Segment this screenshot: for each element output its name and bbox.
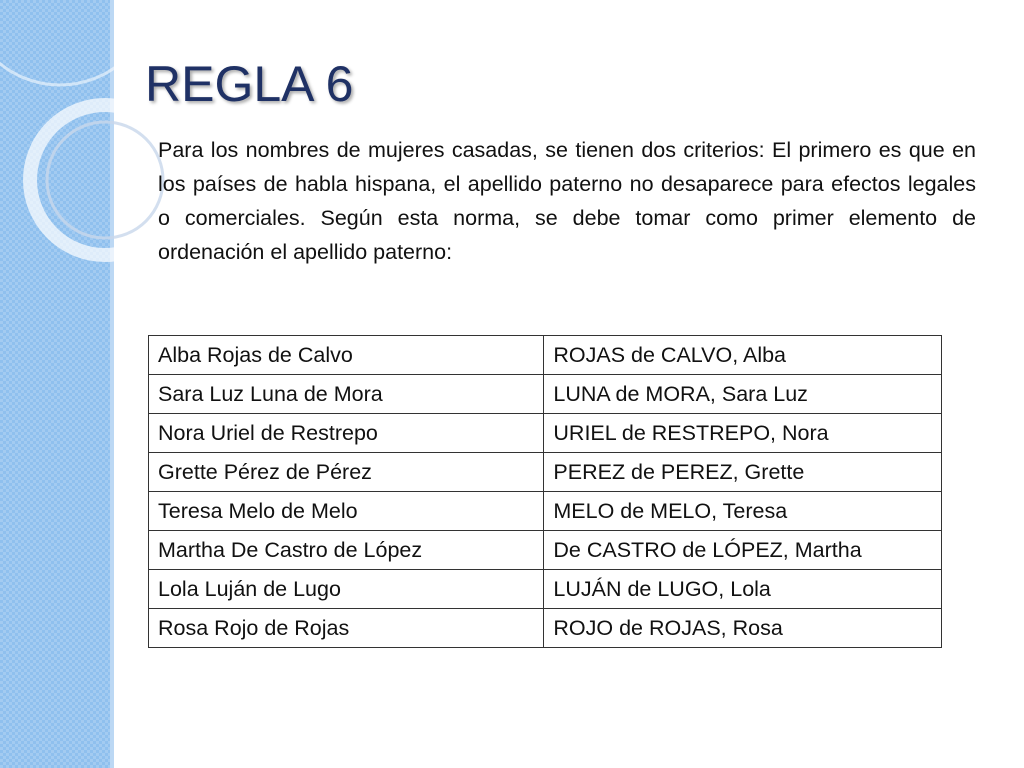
names-table-body: [149, 336, 942, 648]
full-name-cell: Sara Luz Luna de Mora: [149, 375, 544, 414]
full-name-cell: Rosa Rojo de Rojas: [149, 609, 544, 648]
decorative-circle-large: [0, 0, 155, 85]
ordered-name-cell: LUNA de MORA, Sara Luz: [544, 375, 942, 414]
full-name-cell: Martha De Castro de López: [149, 531, 544, 570]
decorative-circle-thin: [47, 122, 163, 238]
table-row: [149, 453, 942, 492]
rule-description: Para los nombres de mujeres casadas, se tienen dos criterios: El primero es que en los países de habla hispana, el apellido paterno no desaparece para efectos legales o comerciales. Según esta norma, se debe tomar como primer elemento de ordenación el apellido paterno:: [158, 138, 976, 264]
table-row: [149, 414, 942, 453]
ordered-name-cell: URIEL de RESTREPO, Nora: [544, 414, 942, 453]
table-row: [149, 375, 942, 414]
table-row: [149, 531, 942, 570]
full-name-cell: Nora Uriel de Restrepo: [149, 414, 544, 453]
table-row: [149, 492, 942, 531]
table-row: [149, 609, 942, 648]
full-name-cell: Lola Luján de Lugo: [149, 570, 544, 609]
ordered-name-cell: De CASTRO de LÓPEZ, Martha: [544, 531, 942, 570]
full-name-cell: Teresa Melo de Melo: [149, 492, 544, 531]
full-name-cell: Alba Rojas de Calvo: [149, 336, 544, 375]
ordered-name-cell: PEREZ de PEREZ, Grette: [544, 453, 942, 492]
ordered-name-cell: ROJAS de CALVO, Alba: [544, 336, 942, 375]
ordered-name-cell: LUJÁN de LUGO, Lola: [544, 570, 942, 609]
slide-title: REGLA 6: [145, 56, 354, 112]
names-table: [148, 335, 942, 648]
ordered-name-cell: ROJO de ROJAS, Rosa: [544, 609, 942, 648]
full-name-cell: Grette Pérez de Pérez: [149, 453, 544, 492]
table-row: [149, 336, 942, 375]
table-row: [149, 570, 942, 609]
ordered-name-cell: MELO de MELO, Teresa: [544, 492, 942, 531]
